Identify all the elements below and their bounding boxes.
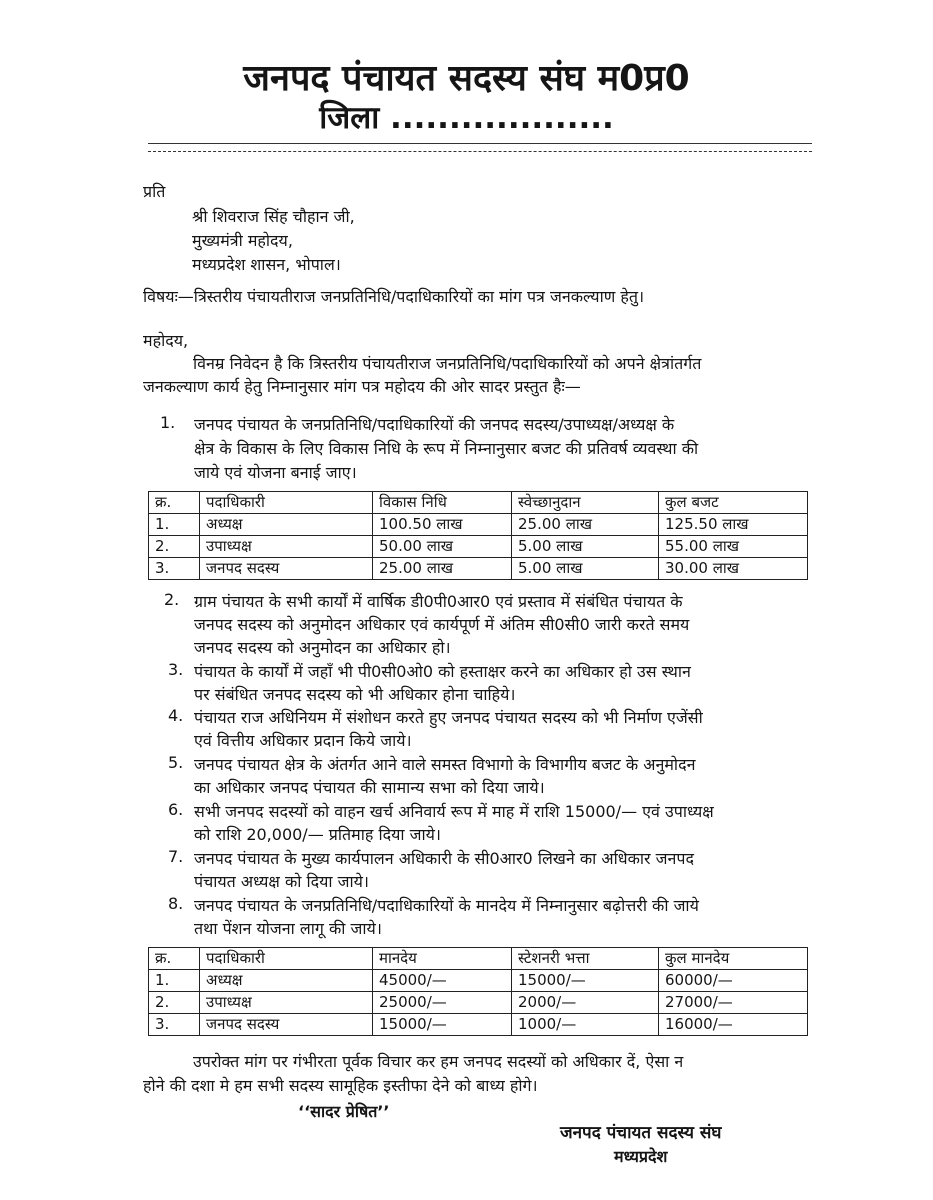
table-cell: अध्यक्ष [200, 970, 373, 992]
table-cell: 60000/— [659, 970, 808, 992]
table-cell: 1. [149, 970, 200, 992]
point-8-line-2: तथा पेंशन योजना लागू की जाये। [194, 919, 382, 938]
point-6-line-1: सभी जनपद सदस्यों को वाहन खर्च अनिवार्य रूप में माह में राशि 15000/— एवं उपाध्यक्ष [194, 802, 714, 821]
point-number: 8. [168, 894, 184, 913]
table-cell: 25.00 लाख [373, 558, 512, 580]
closing-line-1: उपरोक्त मांग पर गंभीरता पूर्वक विचार कर हम जनपद सदस्यों को अधिकार दें, ऐसा न [193, 1052, 684, 1071]
closing-line-2: होने की दशा मे हम सभी सदस्य सामूहिक इस्तीफा देने को बाध्य होगे। [143, 1076, 538, 1095]
letterhead-title: जनपद पंचायत सदस्य संघ म0प्र0 [243, 58, 690, 99]
header-cell: पदाधिकारी [200, 948, 373, 970]
signature-org: जनपद पंचायत सदस्य संघ [560, 1123, 722, 1143]
header-cell: मानदेय [373, 948, 512, 970]
intro-line-1: विनम्र निवेदन है कि त्रिस्तरीय पंचायतीराज जनप्रतिनिधि/पदाधिकारियों को अपने क्षेत्रांतर्गत [193, 354, 702, 373]
header-divider-dashed [148, 151, 812, 152]
address-line-1: श्री शिवराज सिंह चौहान जी, [192, 207, 355, 226]
header-cell: कुल बजट [659, 492, 808, 514]
point-7-line-2: पंचायत अध्यक्ष को दिया जाये। [194, 872, 369, 891]
table-row [149, 970, 808, 992]
point-number: 2. [164, 590, 180, 609]
point-3-line-1: पंचायत के कार्यों में जहाँ भी पी0सी0ओ0 को हस्ताक्षर करने का अधिकार हो उस स्थान [194, 662, 691, 681]
header-cell: स्टेशनरी भत्ता [512, 948, 659, 970]
table-cell: 50.00 लाख [373, 536, 512, 558]
point-5-line-1: जनपद पंचायत क्षेत्र के अंतर्गत आने वाले समस्त विभागो के विभागीय बजट के अनुमोदन [194, 755, 696, 774]
point-number: 5. [168, 753, 184, 772]
table-cell: 100.50 लाख [373, 514, 512, 536]
point-number: 4. [168, 706, 184, 725]
budget-table [148, 491, 808, 580]
table-cell: 3. [149, 558, 200, 580]
salutation: महोदय, [143, 331, 189, 350]
sadar-preshit: ‘‘सादर प्रेषित’’ [298, 1102, 390, 1121]
intro-line-2: जनकल्याण कार्य हेतु निम्नानुसार मांग पत्र महोदय की ओर सादर प्रस्तुत हैः— [143, 377, 581, 396]
table-cell: अध्यक्ष [200, 514, 373, 536]
header-cell: क्र. [149, 492, 200, 514]
point-2-line-3: जनपद सदस्य को अनुमोदन का अधिकार हो। [194, 638, 451, 657]
subject-line: विषयः—त्रिस्तरीय पंचायतीराज जनप्रतिनिधि/पदाधिकारियों का मांग पत्र जनकल्याण हेतु। [143, 287, 645, 306]
table-cell: 2. [149, 992, 200, 1014]
table-row [149, 1014, 808, 1036]
table-cell: 5.00 लाख [512, 536, 659, 558]
table-header-row [149, 492, 808, 514]
table-cell: 1. [149, 514, 200, 536]
point-2-line-1: ग्राम पंचायत के सभी कार्यों में वार्षिक डी0पी0आर0 एवं प्रस्ताव में संबंधित पंचायत के [194, 592, 683, 611]
header-cell: पदाधिकारी [200, 492, 373, 514]
district-line: जिला ................... [319, 100, 614, 136]
address-line-2: मुख्यमंत्री महोदय, [192, 231, 293, 250]
table-cell: 1000/— [512, 1014, 659, 1036]
point-8-line-1: जनपद पंचायत के जनप्रतिनिधि/पदाधिकारियों के मानदेय में निम्नानुसार बढ़ोत्तरी की जाये [194, 896, 699, 915]
table-cell: जनपद सदस्य [200, 1014, 373, 1036]
point-7-line-1: जनपद पंचायत के मुख्य कार्यपालन अधिकारी के सी0आर0 लिखने का अधिकार जनपद [194, 849, 694, 868]
table-cell: 15000/— [512, 970, 659, 992]
address-to: प्रति [143, 182, 166, 201]
table-cell: 2000/— [512, 992, 659, 1014]
address-line-3: मध्यप्रदेश शासन, भोपाल। [192, 255, 341, 274]
point-1-line-3: जाये एवं योजना बनाई जाए। [194, 463, 357, 482]
point-3-line-2: पर संबंधित जनपद सदस्य को भी अधिकार होना चाहिये। [194, 685, 516, 704]
table-cell: 45000/— [373, 970, 512, 992]
point-4-line-1: पंचायत राज अधिनियम में संशोधन करते हुए जनपद पंचायत सदस्य को भी निर्माण एजेंसी [194, 708, 703, 727]
table-cell: 55.00 लाख [659, 536, 808, 558]
table-row [149, 536, 808, 558]
signature-state: मध्यप्रदेश [614, 1147, 668, 1166]
point-number: 6. [168, 800, 184, 819]
table-cell: 5.00 लाख [512, 558, 659, 580]
table-cell: 25000/— [373, 992, 512, 1014]
table-cell: 2. [149, 536, 200, 558]
table-cell: 30.00 लाख [659, 558, 808, 580]
header-divider [148, 143, 812, 144]
table-cell: 16000/— [659, 1014, 808, 1036]
point-1-line-1: जनपद पंचायत के जनप्रतिनिधि/पदाधिकारियों की जनपद सदस्य/उपाध्यक्ष/अध्यक्ष के [194, 415, 675, 434]
header-cell: क्र. [149, 948, 200, 970]
table-cell: 27000/— [659, 992, 808, 1014]
point-6-line-2: को राशि 20,000/— प्रतिमाह दिया जाये। [194, 825, 441, 844]
point-5-line-2: का अधिकार जनपद पंचायत की सामान्य सभा को दिया जाये। [194, 778, 545, 797]
header-cell: कुल मानदेय [659, 948, 808, 970]
table-cell: उपाध्यक्ष [200, 992, 373, 1014]
point-1-line-2: क्षेत्र के विकास के लिए विकास निधि के रूप में निम्नानुसार बजट की प्रतिवर्ष व्यवस्था की [194, 439, 699, 458]
table-cell: उपाध्यक्ष [200, 536, 373, 558]
point-4-line-2: एवं वित्तीय अधिकार प्रदान किये जाये। [194, 731, 412, 750]
point-number: 7. [168, 847, 184, 866]
table-header-row [149, 948, 808, 970]
honorarium-table [148, 947, 808, 1036]
table-cell: 25.00 लाख [512, 514, 659, 536]
table-row [149, 992, 808, 1014]
header-cell: स्वेच्छानुदान [512, 492, 659, 514]
table-cell: 125.50 लाख [659, 514, 808, 536]
table-cell: 3. [149, 1014, 200, 1036]
point-number: 1. [160, 413, 176, 432]
table-row [149, 514, 808, 536]
table-row [149, 558, 808, 580]
point-2-line-2: जनपद सदस्य को अनुमोदन अधिकार एवं कार्यपूर्ण में अंतिम सी0सी0 जारी करते समय [194, 615, 690, 634]
table-cell: जनपद सदस्य [200, 558, 373, 580]
point-number: 3. [168, 660, 184, 679]
header-cell: विकास निधि [373, 492, 512, 514]
table-cell: 15000/— [373, 1014, 512, 1036]
